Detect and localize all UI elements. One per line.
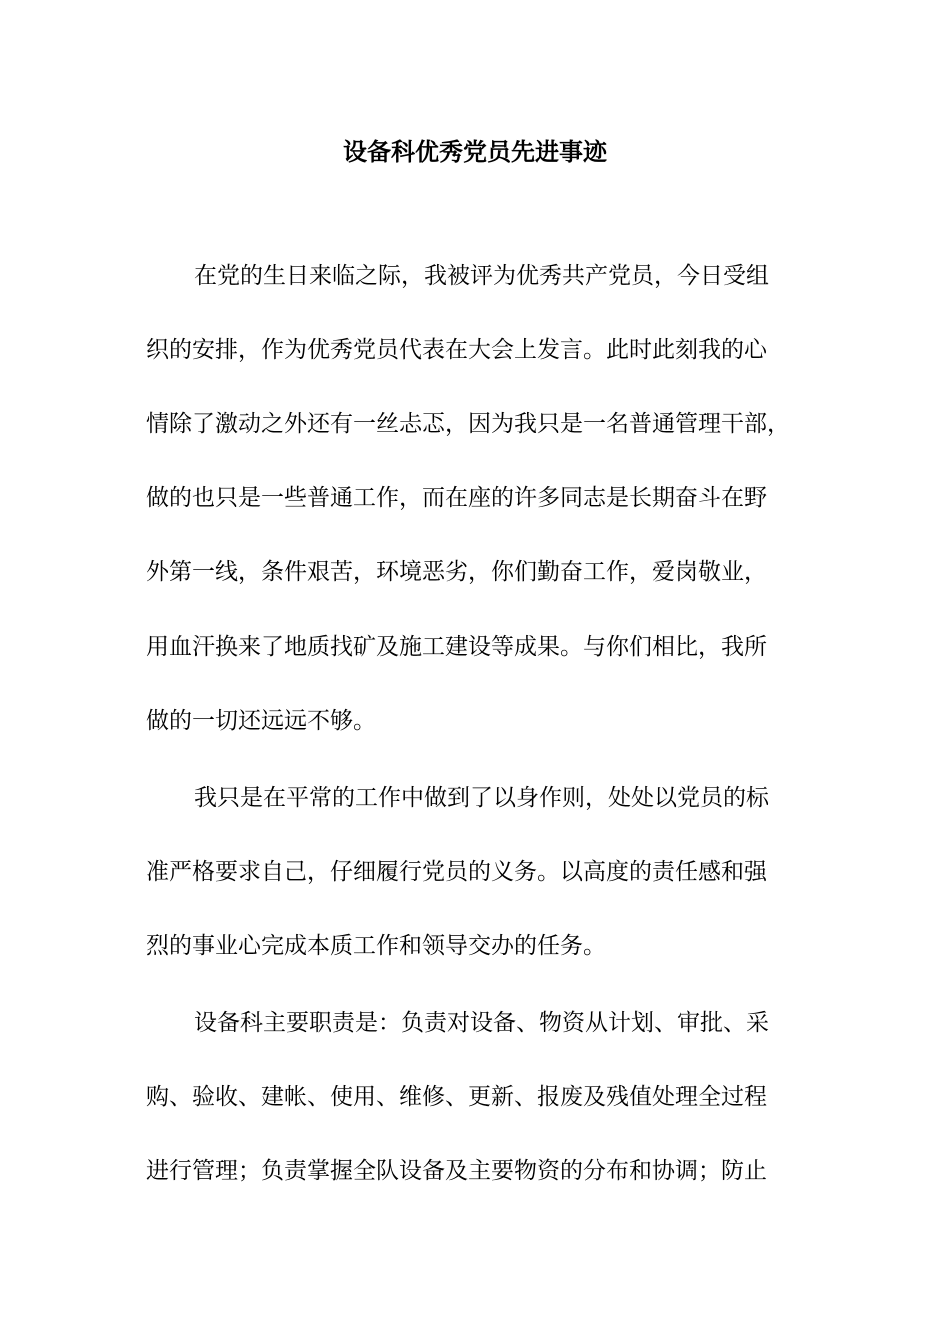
- paragraph-1-line-4: 做的也只是一些普通工作，而在座的许多同志是长期奋斗在野: [146, 485, 767, 511]
- paragraph-1-line-6: 用血汗换来了地质找矿及施工建设等成果。与你们相比，我所: [146, 634, 767, 660]
- paragraph-1-line-1: 在党的生日来临之际，我被评为优秀共产党员，今日受组: [194, 263, 769, 289]
- paragraph-1-line-5: 外第一线，条件艰苦，环境恶劣，你们勤奋工作，爱岗敬业，: [146, 559, 767, 585]
- paragraph-1-line-7: 做的一切还远远不够。: [146, 708, 376, 734]
- paragraph-2-line-2: 准严格要求自己，仔细履行党员的义务。以高度的责任感和强: [146, 859, 767, 885]
- paragraph-3-line-1: 设备科主要职责是：负责对设备、物资从计划、审批、采: [194, 1010, 769, 1036]
- paragraph-2-line-1: 我只是在平常的工作中做到了以身作则，处处以党员的标: [194, 785, 769, 811]
- document-title: 设备科优秀党员先进事迹: [343, 137, 607, 166]
- paragraph-3-line-3: 进行管理；负责掌握全队设备及主要物资的分布和协调；防止: [146, 1158, 767, 1184]
- paragraph-2-line-3: 烈的事业心完成本质工作和领导交办的任务。: [146, 933, 606, 959]
- paragraph-1-line-2: 织的安排，作为优秀党员代表在大会上发言。此时此刻我的心: [146, 337, 767, 363]
- paragraph-3-line-2: 购、验收、建帐、使用、维修、更新、报废及残值处理全过程: [146, 1084, 767, 1110]
- paragraph-1-line-3: 情除了激动之外还有一丝忐忑，因为我只是一名普通管理干部，: [146, 411, 790, 437]
